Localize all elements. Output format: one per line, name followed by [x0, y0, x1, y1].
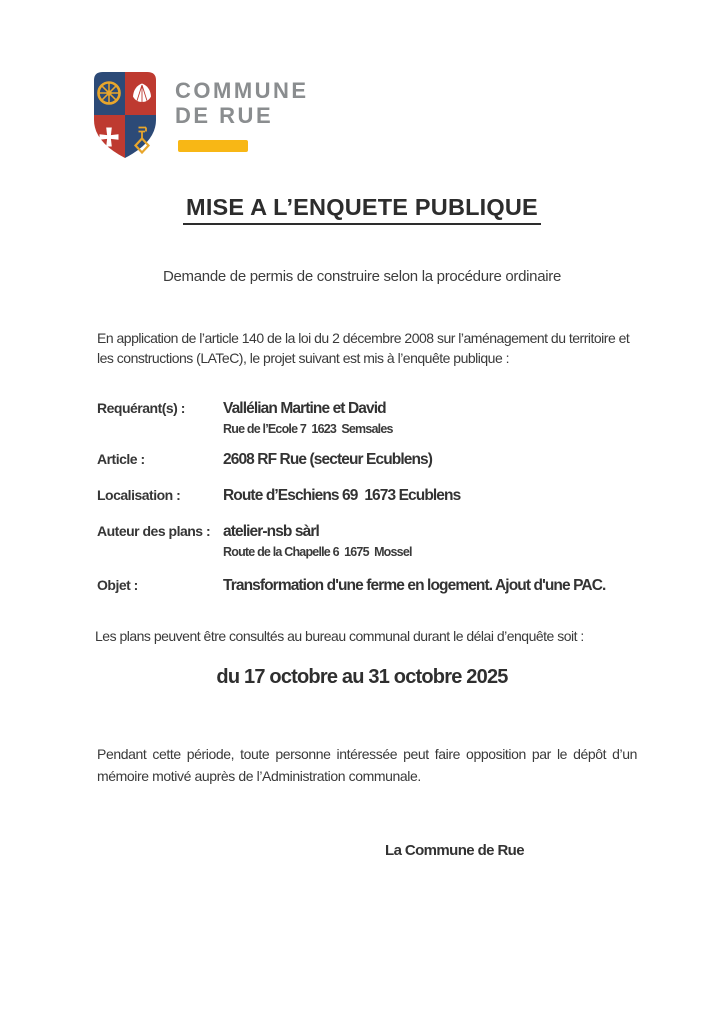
field-label: Auteur des plans : [97, 523, 211, 539]
org-name [175, 78, 309, 128]
coat-of-arms-shield [90, 71, 160, 159]
field-value: 2608 RF Rue (secteur Ecublens) [223, 451, 433, 468]
field-value: atelier-nsb sàrl [223, 523, 319, 540]
notice-title-text: MISE A L’ENQUETE PUBLIQUE [183, 194, 541, 225]
enquiry-period: du 17 octobre au 31 octobre 2025 [216, 666, 508, 688]
field-row-article [97, 449, 432, 470]
opposition-paragraph: Pendant cette période, toute personne intéressée peut faire opposition par le dépôt d’un mémoire motivé auprès de l’Administration communale. [97, 746, 637, 784]
consultation-paragraph: Les plans peuvent être consultés au bureau communal durant le délai d’enquête soit : [95, 628, 584, 644]
signature: La Commune de Rue [385, 842, 524, 859]
field-value: Route d’Eschiens 69 1673 Ecublens [223, 487, 461, 504]
field-value: Transformation d'une ferme en logement. Ajout d'une PAC. [223, 577, 606, 594]
org-name-line2: DE RUE [175, 103, 274, 128]
field-row-localisation [97, 485, 460, 506]
field-label: Localisation : [97, 487, 181, 503]
field-sub-address: Route de la Chapelle 6 1675 Mossel [223, 545, 412, 559]
field-row-requerant [97, 398, 393, 438]
notice-title [0, 194, 724, 225]
field-row-auteur-des-plans [97, 521, 412, 561]
logo-accent-bar [178, 140, 248, 152]
letterhead [90, 70, 510, 165]
field-label: Requérant(s) : [97, 400, 185, 416]
wheel-icon [99, 83, 120, 104]
org-name-line1: COMMUNE [175, 78, 309, 103]
field-label: Objet : [97, 577, 138, 593]
field-label: Article : [97, 451, 145, 467]
intro-paragraph: En application de l’article 140 de la loi du 2 décembre 2008 sur l’aménagement du territoire et les constructions (LATeC), le projet suivant est mis à l’enquête publique : [97, 330, 630, 366]
notice-subtitle: Demande de permis de construire selon la procédure ordinaire [162, 268, 562, 285]
field-row-objet [97, 575, 605, 596]
field-sub-address: Rue de l’Ecole 7 1623 Semsales [223, 422, 393, 436]
field-value: Vallélian Martine et David [223, 400, 386, 417]
